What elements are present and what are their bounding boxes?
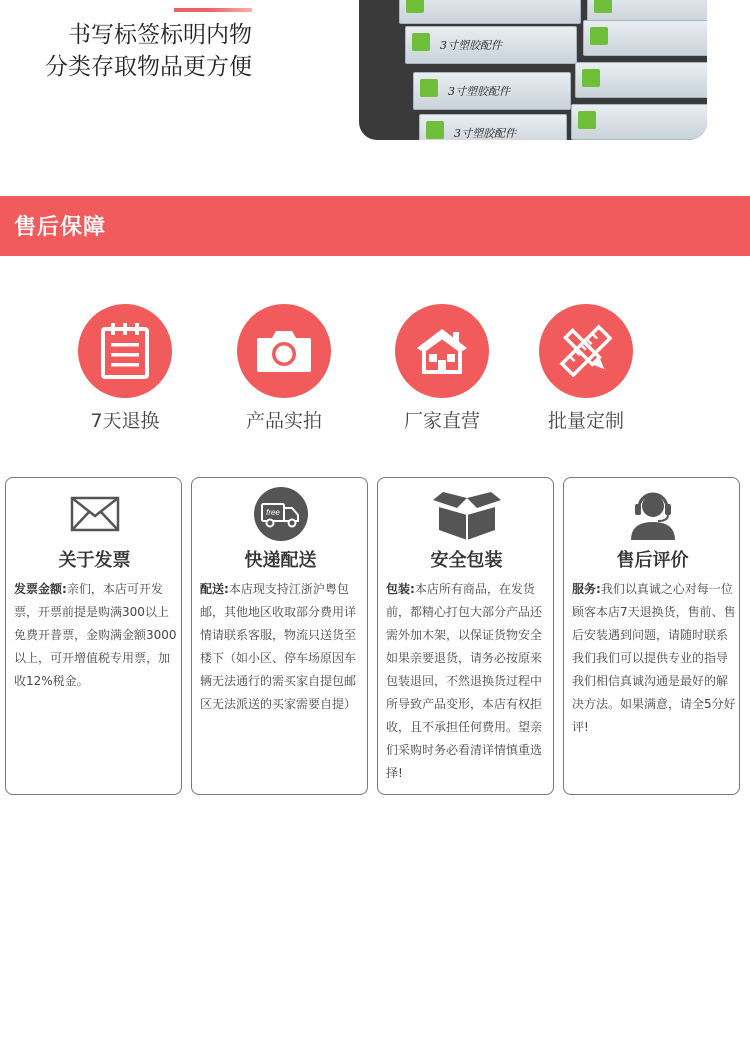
bin-label-writing: 3寸塑胶配件	[440, 39, 502, 52]
product-tagline-2: 分类存取物品更方便	[45, 54, 252, 80]
product-tagline-1: 书写标签标明内物	[68, 22, 252, 48]
card-title: 售后评价	[616, 550, 689, 571]
bin-label-writing: 3寸塑胶配件	[448, 85, 510, 98]
card-body	[14, 578, 178, 693]
card-body-text: 本店所有商品，在发货前，都精心打包大部分产品还需外加木架，以保证货物安全如果亲要退货，请务必按原来包装退回，不然退换货过程中所导致产品变形，本店有权拒收，且不承担任何费用。望亲们采购时务必看清详情慎重选择!	[386, 582, 543, 780]
card-title: 安全包装	[430, 550, 503, 571]
camera-icon	[237, 304, 331, 398]
card-title: 快递配送	[244, 550, 317, 571]
house-icon	[395, 304, 489, 398]
card-body-prefix: 包装:	[386, 582, 415, 596]
delivery-truck-icon	[192, 486, 369, 542]
storage-bin	[575, 62, 707, 98]
feature-label: 产品实拍	[245, 410, 322, 432]
card-body	[572, 578, 736, 739]
storage-bin	[571, 104, 707, 140]
feature-label: 批量定制	[547, 410, 624, 432]
card-packaging	[377, 477, 554, 795]
accent-line	[174, 8, 252, 12]
svg-text:free: free	[265, 508, 280, 517]
feature-bulk-custom	[539, 304, 633, 432]
card-after-sales-review	[563, 477, 740, 795]
feature-7-day-return	[78, 304, 172, 432]
card-delivery	[191, 477, 368, 795]
storage-bin	[419, 114, 567, 140]
feature-real-photos	[237, 304, 331, 432]
feature-factory-direct	[395, 304, 489, 432]
envelope-icon	[6, 486, 183, 542]
headset-agent-icon	[564, 486, 741, 542]
feature-label: 厂家直营	[403, 410, 480, 432]
product-photo	[359, 0, 707, 140]
pencil-ruler-icon	[539, 304, 633, 398]
storage-bin	[405, 26, 577, 64]
card-body-text: 亲们，本店可开发票，开票前提是购满300以上免费开普票，金购满金额3000以上，可开增值税专用票，加收12%税金。	[14, 582, 177, 688]
section-title: 售后保障	[14, 215, 107, 240]
card-body-text: 本店现支持江浙沪粤包邮，其他地区收取部分费用详情请联系客服，物流只送货至楼下（如小区、停车场原因车辆无法通行的需买家自提包邮区无法派送的买家需要自提）	[200, 582, 357, 711]
card-body	[200, 578, 364, 716]
storage-bin	[583, 20, 707, 56]
card-invoice	[5, 477, 182, 795]
product-banner	[0, 0, 750, 160]
card-body	[386, 578, 550, 785]
document-icon	[78, 304, 172, 398]
feature-label: 7天退换	[90, 410, 160, 432]
storage-bin	[413, 72, 571, 110]
box-icon	[378, 486, 555, 542]
card-body-prefix: 服务:	[572, 582, 601, 596]
bin-label-writing: 3寸塑胶配件	[454, 127, 516, 140]
card-body-prefix: 发票金额:	[14, 582, 67, 596]
after-sales-header	[0, 196, 750, 256]
card-body-prefix: 配送:	[200, 582, 229, 596]
card-title: 关于发票	[58, 550, 131, 571]
card-body-text: 我们以真诚之心对每一位顾客本店7天退换货，售前、售后安装遇到问题，请随时联系我们我们可以提供专业的指导我们相信真诚沟通是最好的解决方法。如果满意，请全5分好评!	[572, 582, 736, 734]
storage-bin	[399, 0, 581, 24]
